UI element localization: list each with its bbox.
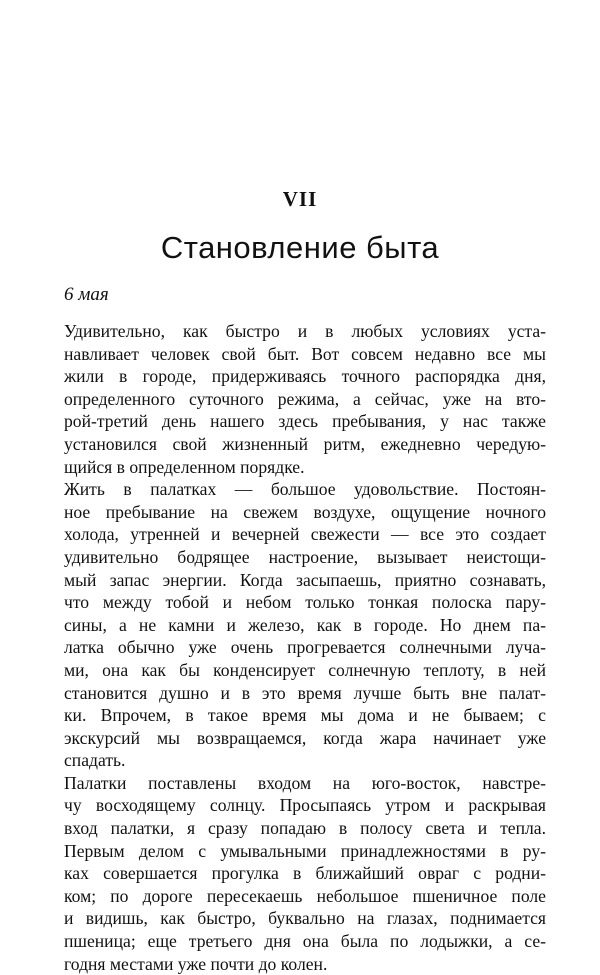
text-line: ках совершается прогулка в ближайший овраг с родни- [64,863,546,884]
text-line: ком; по дороге пересекаешь небольшое пшеничное поле [64,885,546,906]
text-line: сины, а не камни и железо, как в городе. Но днем па- [64,614,546,635]
text-line: холода, утренней и вечерней свежести — все это создает [64,524,546,545]
text-line: Удивительно, как быстро и в любых условиях уста- [64,321,546,341]
text-line: и видишь, как быстро, буквально на глазах, поднимается [64,908,546,929]
text-line: пшеница; еще третьего дня она была по лодыжки, а се- [64,931,546,952]
text-line: ное пребывание на свежем воздухе, ощущение ночного [64,501,546,522]
text-line: латка обычно уже очень прогревается солнечными луча- [64,637,546,658]
text-line: щийся в определенном порядке. [64,456,305,477]
chapter-number: VII [282,187,318,211]
text-line: Первым делом с умывальными принадлежностями в ру- [64,840,546,861]
text-line: удивительно бодрящее настроение, вызывает неистощи- [64,546,546,567]
text-line: мый запас энергии. Когда засыпаешь, приятно сознавать, [64,569,546,590]
text-line: Палатки поставлены входом на юго-восток, навстре- [64,772,546,793]
text-line: спадать. [64,750,126,771]
text-line: чу восходящему солнцу. Просыпаясь утром и раскрывая [64,795,546,816]
entry-date: 6 мая [64,284,109,305]
text-line: ки. Впрочем, в такое время мы дома и не бываем; с [64,705,546,726]
text-line: экскурсий мы возвращаемся, когда жара начинает уже [64,727,546,748]
text-line: ми, она как бы конденсирует солнечную теплоту, в ней [64,659,546,680]
text-line: навливает человек свой быт. Вот совсем недавно все мы [64,343,546,364]
chapter-title: Становление быта [160,230,440,265]
body-text [64,320,546,975]
text-line: установился свой жизненный ритм, ежедневно чередую- [64,433,546,454]
text-line: что между тобой и небом только тонкая полоска пару- [64,592,546,613]
text-line: годня местами уже почти до колен. [64,953,328,974]
text-line: жили в городе, придерживаясь точного распорядка дня, [64,366,546,387]
text-line: становится душно и в это время лучше быть вне палат- [64,682,546,703]
text-line: рой-третий день нашего здесь пребывания, у нас также [64,411,546,432]
text-line: определенного суточного режима, а сейчас, уже на вто- [64,388,546,409]
text-line: Жить в палатках — большое удовольствие. Постоян- [64,479,546,500]
text-line: вход палатки, я сразу попадаю в полосу света и тепла. [64,818,546,839]
